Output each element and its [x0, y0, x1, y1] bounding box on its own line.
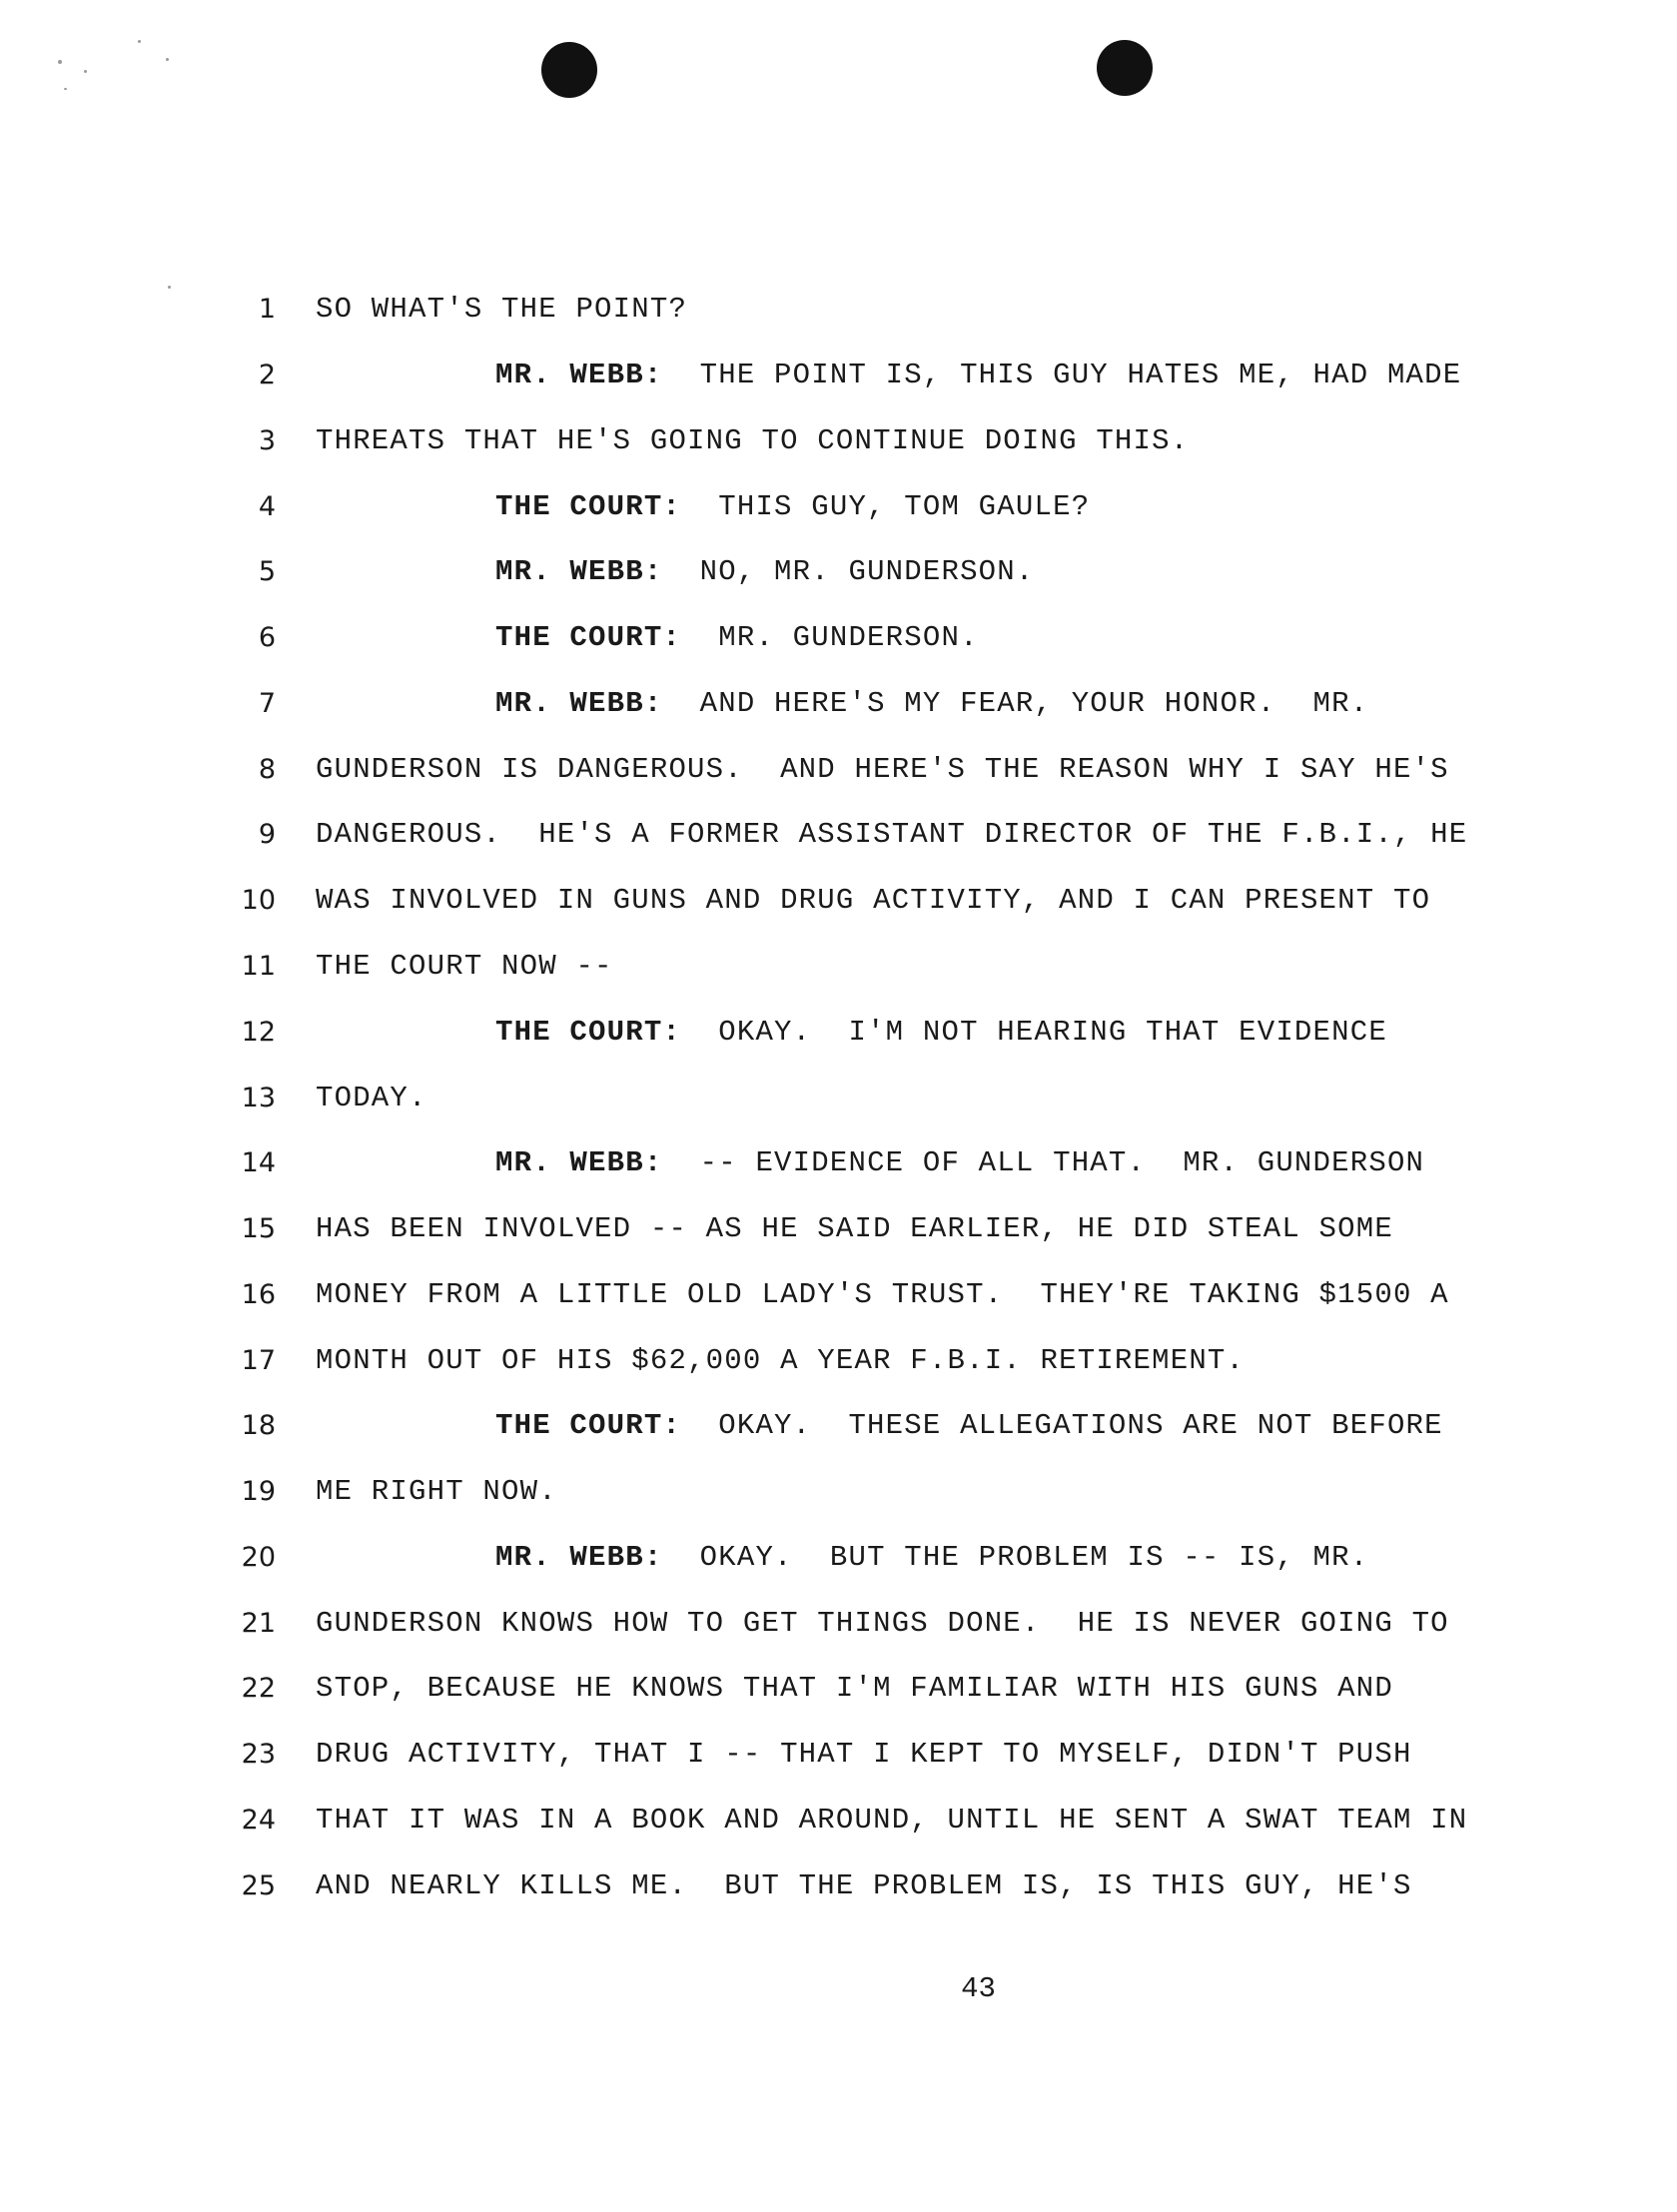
line-number: 8	[258, 754, 276, 785]
transcript-line	[0, 290, 1677, 330]
line-text	[316, 881, 1430, 921]
scan-speck	[166, 58, 169, 61]
transcript-line	[0, 1143, 1677, 1183]
transcript-line	[0, 881, 1677, 921]
transcript-line	[0, 1209, 1677, 1249]
line-text	[316, 815, 1467, 855]
line-number: 25	[241, 1870, 276, 1901]
spoken-text: THE COURT NOW --	[316, 950, 613, 983]
line-number: 11	[241, 951, 276, 982]
spoken-text: OKAY. BUT THE PROBLEM IS -- IS, MR.	[662, 1541, 1369, 1574]
speaker-label: MR. WEBB:	[495, 359, 663, 391]
spoken-text: OKAY. THESE ALLEGATIONS ARE NOT BEFORE	[681, 1409, 1443, 1442]
line-number: 5	[258, 556, 276, 587]
line-text	[316, 1604, 1449, 1644]
transcript-line	[0, 1604, 1677, 1644]
spoken-text: THREATS THAT HE'S GOING TO CONTINUE DOING THIS.	[316, 424, 1190, 457]
line-text	[316, 1209, 1393, 1249]
line-text	[316, 421, 1189, 461]
spoken-text: WAS INVOLVED IN GUNS AND DRUG ACTIVITY, AND I CAN PRESENT TO	[316, 884, 1431, 917]
line-text	[495, 356, 1461, 395]
punch-hole-right	[1097, 40, 1153, 96]
speaker-label: THE COURT:	[495, 490, 682, 523]
spoken-text: HAS BEEN INVOLVED -- AS HE SAID EARLIER, HE DID STEAL SOME	[316, 1212, 1393, 1245]
transcript-line	[0, 1801, 1677, 1841]
speaker-label: THE COURT:	[495, 621, 682, 654]
line-number: 14	[241, 1147, 276, 1178]
line-number: 21	[241, 1608, 276, 1639]
line-text	[495, 1538, 1368, 1578]
transcript-line	[0, 815, 1677, 855]
spoken-text: -- EVIDENCE OF ALL THAT. MR. GUNDERSON	[662, 1146, 1425, 1179]
line-number: 20	[241, 1542, 276, 1573]
spoken-text: ME RIGHT NOW.	[316, 1475, 557, 1508]
line-number: 18	[241, 1410, 276, 1441]
line-number: 6	[258, 622, 276, 653]
line-number: 2	[258, 360, 276, 390]
spoken-text: GUNDERSON IS DANGEROUS. AND HERE'S THE REASON WHY I SAY HE'S	[316, 753, 1449, 786]
spoken-text: GUNDERSON KNOWS HOW TO GET THINGS DONE. HE IS NEVER GOING TO	[316, 1607, 1449, 1640]
line-number: 17	[241, 1345, 276, 1376]
line-text	[316, 750, 1449, 790]
transcript-line	[0, 356, 1677, 395]
line-text	[495, 1143, 1424, 1183]
speaker-label: MR. WEBB:	[495, 555, 663, 588]
line-text	[316, 290, 687, 330]
line-number: 15	[241, 1213, 276, 1244]
transcript-line	[0, 1275, 1677, 1315]
line-text	[495, 1013, 1387, 1053]
spoken-text: STOP, BECAUSE HE KNOWS THAT I'M FAMILIAR WITH HIS GUNS AND	[316, 1672, 1393, 1705]
line-text	[316, 947, 613, 987]
line-number: 7	[258, 688, 276, 719]
transcript-line	[0, 1866, 1677, 1906]
speaker-label: MR. WEBB:	[495, 687, 663, 720]
speaker-label: THE COURT:	[495, 1409, 682, 1442]
scan-speck	[168, 286, 171, 289]
line-number: 9	[258, 819, 276, 850]
line-text	[495, 618, 979, 658]
transcript-line	[0, 1669, 1677, 1709]
line-text	[495, 552, 1035, 592]
line-number: 22	[241, 1673, 276, 1704]
line-number: 10	[241, 885, 276, 916]
line-text	[316, 1079, 427, 1118]
spoken-text: OKAY. I'M NOT HEARING THAT EVIDENCE	[681, 1016, 1387, 1049]
speaker-label: MR. WEBB:	[495, 1146, 663, 1179]
line-text	[316, 1341, 1245, 1381]
line-number: 19	[241, 1476, 276, 1507]
line-text	[495, 1406, 1443, 1446]
line-number: 16	[241, 1279, 276, 1310]
spoken-text: DRUG ACTIVITY, THAT I -- THAT I KEPT TO MYSELF, DIDN'T PUSH	[316, 1738, 1412, 1771]
line-text	[316, 1472, 557, 1512]
line-text	[316, 1735, 1412, 1775]
line-text	[316, 1669, 1393, 1709]
speaker-label: MR. WEBB:	[495, 1541, 663, 1574]
transcript-line	[0, 1013, 1677, 1053]
transcript-line	[0, 487, 1677, 527]
punch-hole-left	[541, 42, 597, 98]
spoken-text: TODAY.	[316, 1082, 427, 1114]
transcript-line	[0, 1341, 1677, 1381]
scan-speck	[58, 60, 62, 64]
spoken-text: NO, MR. GUNDERSON.	[662, 555, 1035, 588]
spoken-text: MR. GUNDERSON.	[681, 621, 979, 654]
spoken-text: MONEY FROM A LITTLE OLD LADY'S TRUST. THEY'RE TAKING $1500 A	[316, 1278, 1449, 1311]
transcript-line	[0, 1406, 1677, 1446]
transcript-line	[0, 552, 1677, 592]
spoken-text: THIS GUY, TOM GAULE?	[681, 490, 1091, 523]
line-text	[495, 684, 1368, 724]
line-text	[316, 1801, 1467, 1841]
transcript-line	[0, 618, 1677, 658]
line-text	[495, 487, 1090, 527]
spoken-text: AND HERE'S MY FEAR, YOUR HONOR. MR.	[662, 687, 1369, 720]
spoken-text: THE POINT IS, THIS GUY HATES ME, HAD MADE	[662, 359, 1462, 391]
line-number: 24	[241, 1805, 276, 1836]
scan-speck	[84, 70, 87, 73]
transcript-line	[0, 750, 1677, 790]
spoken-text: AND NEARLY KILLS ME. BUT THE PROBLEM IS, IS THIS GUY, HE'S	[316, 1869, 1412, 1902]
spoken-text: SO WHAT'S THE POINT?	[316, 293, 688, 326]
line-number: 3	[258, 425, 276, 456]
spoken-text: DANGEROUS. HE'S A FORMER ASSISTANT DIRECTOR OF THE F.B.I., HE	[316, 818, 1468, 851]
transcript-line	[0, 1538, 1677, 1578]
line-number: 1	[258, 294, 276, 325]
spoken-text: MONTH OUT OF HIS $62,000 A YEAR F.B.I. RETIREMENT.	[316, 1344, 1246, 1377]
transcript-line	[0, 947, 1677, 987]
scan-speck	[138, 40, 141, 43]
transcript-line	[0, 1079, 1677, 1118]
transcript-line	[0, 1735, 1677, 1775]
scan-speck	[64, 88, 67, 90]
speaker-label: THE COURT:	[495, 1016, 682, 1049]
transcript-line	[0, 1472, 1677, 1512]
transcript-line	[0, 421, 1677, 461]
line-text	[316, 1275, 1449, 1315]
line-text	[316, 1866, 1412, 1906]
page-number: 43	[961, 1972, 996, 2005]
line-number: 12	[241, 1017, 276, 1048]
spoken-text: THAT IT WAS IN A BOOK AND AROUND, UNTIL HE SENT A SWAT TEAM IN	[316, 1804, 1468, 1837]
line-number: 4	[258, 491, 276, 522]
transcript-line	[0, 684, 1677, 724]
line-number: 23	[241, 1739, 276, 1770]
line-number: 13	[241, 1083, 276, 1113]
